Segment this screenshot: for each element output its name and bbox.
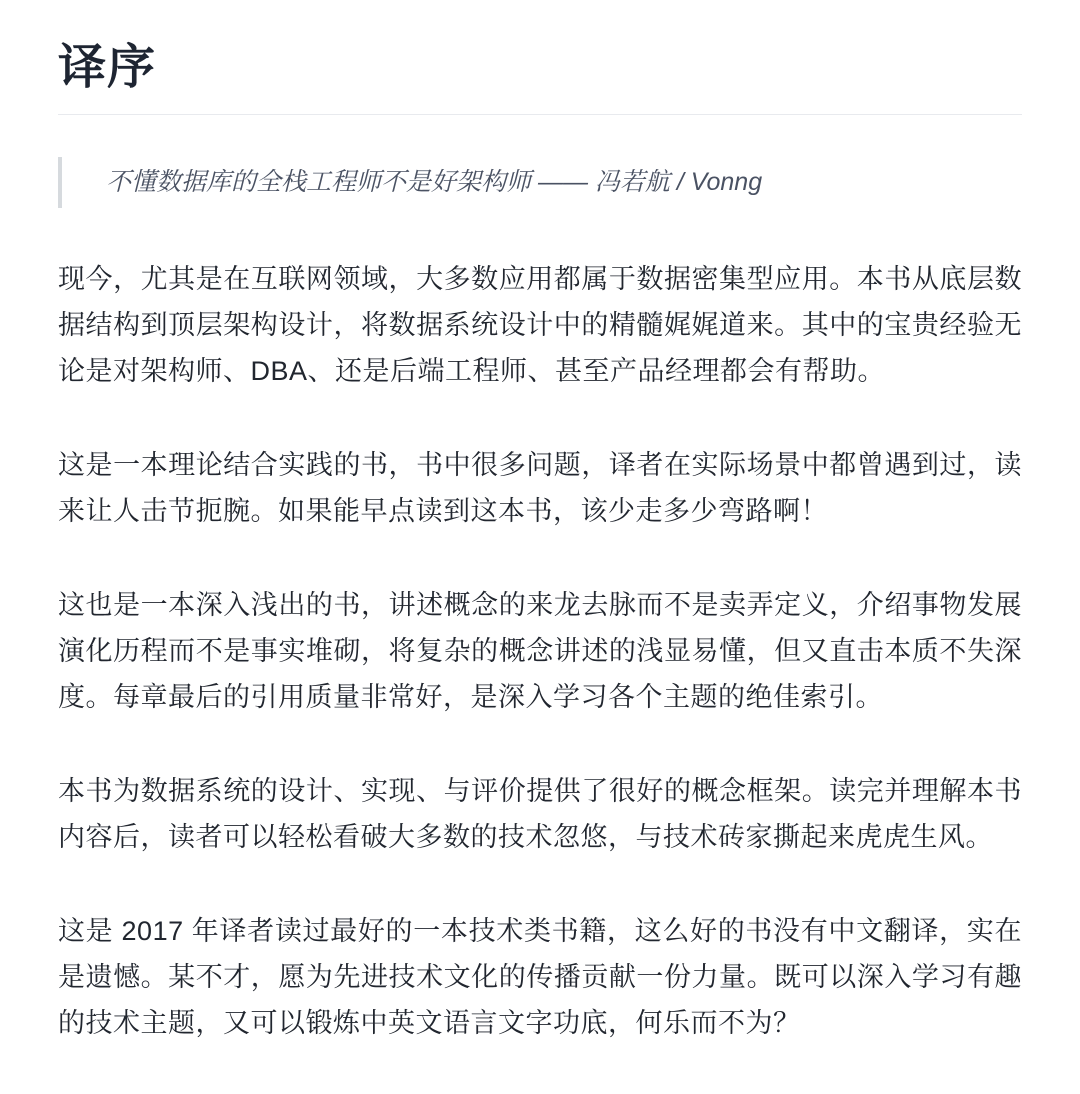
paragraph-theory-practice: 这是一本理论结合实践的书，书中很多问题，译者在实际场景中都曾遇到过，读来让人击节扼腕。如果能早点读到这本书，该少走多少弯路啊！ xyxy=(58,450,1022,526)
preface-blockquote xyxy=(58,157,1022,208)
page-title: 译序 xyxy=(58,38,1022,115)
paragraph-depth: 这也是一本深入浅出的书，讲述概念的来龙去脉而不是卖弄定义，介绍事物发展演化历程而不是事实堆砌，将复杂的概念讲述的浅显易懂，但又直击本质不失深度。每章最后的引用质量非常好，是深入学习各个主题的绝佳索引。 xyxy=(58,590,1022,712)
paragraph-framework: 本书为数据系统的设计、实现、与评价提供了很好的概念框架。读完并理解本书内容后，读者可以轻松看破大多数的技术忽悠，与技术砖家撕起来虎虎生风。 xyxy=(58,776,1022,852)
article-body xyxy=(58,256,1022,1046)
paragraph-motivation: 这是 2017 年译者读过最好的一本技术类书籍，这么好的书没有中文翻译，实在是遗憾。某不才，愿为先进技术文化的传播贡献一份力量。既可以深入学习有趣的技术主题，又可以锻炼中英文语言文字功底，何乐而不为？ xyxy=(58,916,1022,1038)
paragraph-intro: 现今，尤其是在互联网领域，大多数应用都属于数据密集型应用。本书从底层数据结构到顶层架构设计，将数据系统设计中的精髓娓娓道来。其中的宝贵经验无论是对架构师、DBA、还是后端工程师、甚至产品经理都会有帮助。 xyxy=(58,264,1022,386)
quote-text: 不懂数据库的全栈工程师不是好架构师 —— 冯若航 / Vonng xyxy=(106,168,763,196)
